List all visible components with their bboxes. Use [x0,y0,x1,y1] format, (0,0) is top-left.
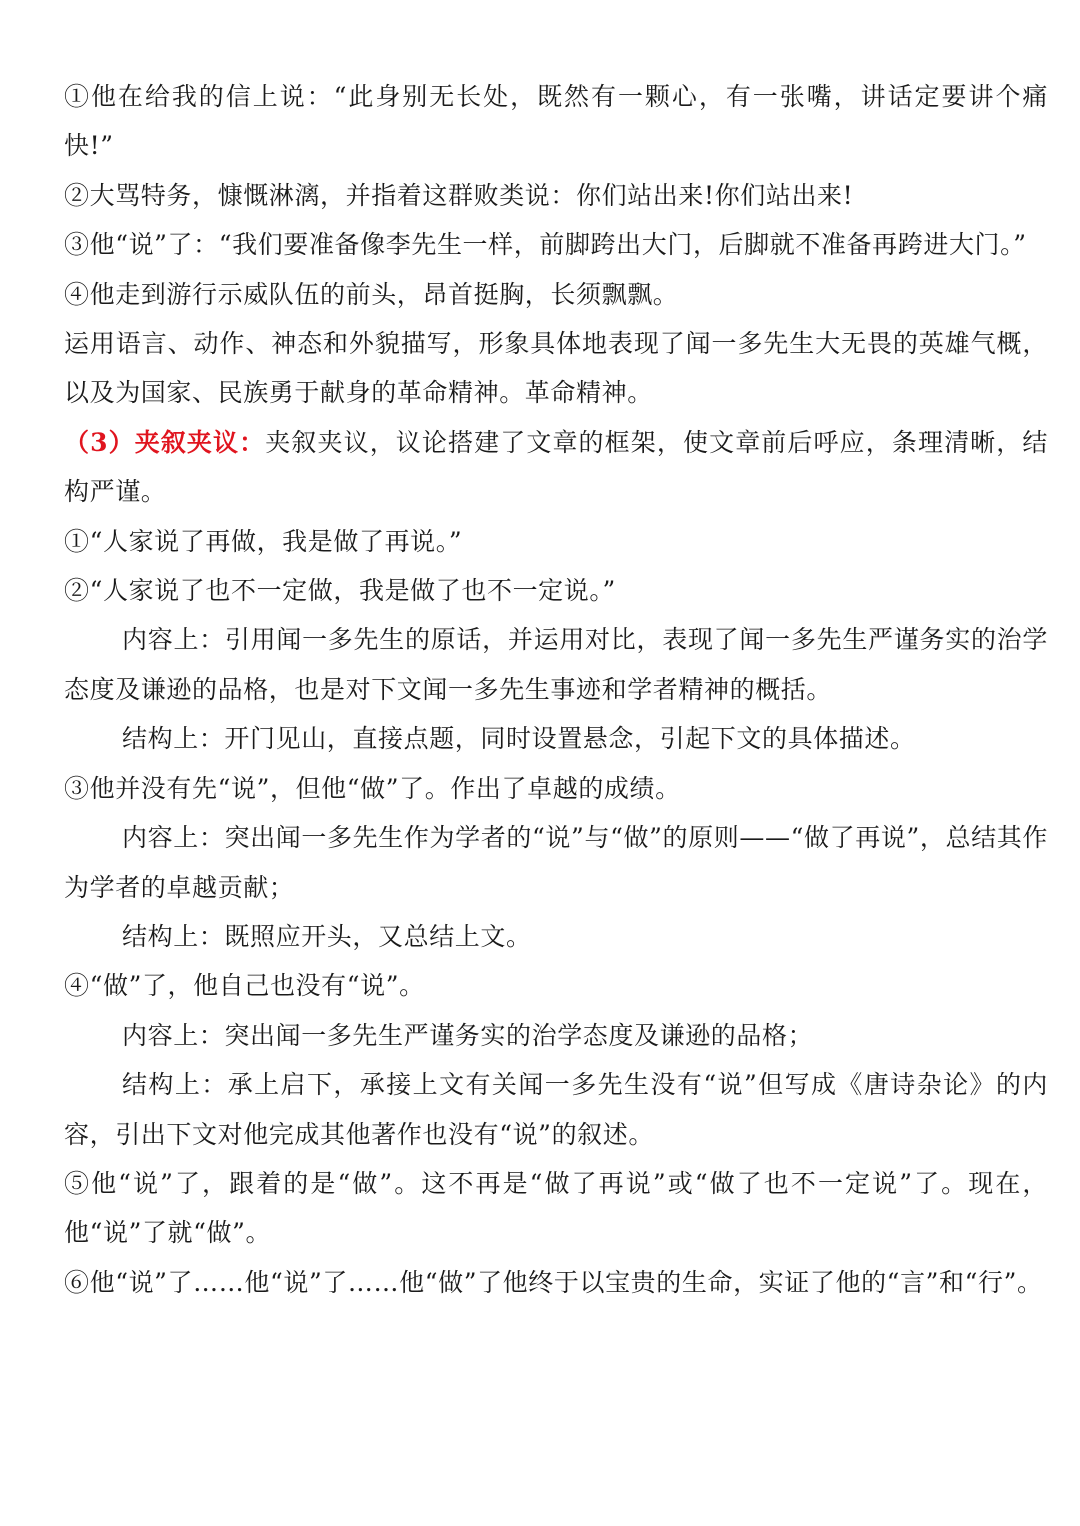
item-quote-2: ②“人家说了也不一定做，我是做了也不一定说。” [64,576,616,606]
item-content-2: 内容上：突出闻一多先生作为学者的“说”与“做”的原则——“做了再说”，总结其作为学者的卓越贡献； [64,823,1048,902]
item-content-3: 内容上：突出闻一多先生严谨务实的治学态度及谦逊的品格； [122,1020,814,1050]
item-structure-3: 结构上：承上启下，承接上文有关闻一多先生没有“说”但写成《唐诗杂论》的内容，引出下文对他完成其他著作也没有“说”的叙述。 [64,1070,1048,1149]
paragraph-quote-1: ①他在给我的信上说：“此身别无长处，既然有一颗心，有一张嘴，讲话定要讲个痛快!” [64,82,1048,161]
item-quote-6: ⑥他“说”了……他“说”了……他“做”了他终于以宝贵的生命，实证了他的“言”和“行”。 [64,1267,1043,1297]
document-page [64,72,1048,1307]
paragraph-analysis: 运用语言、动作、神态和外貌描写，形象具体地表现了闻一多先生大无畏的英雄气概，以及为国家、民族勇于献身的革命精神。革命精神。 [64,329,1048,408]
paragraph-quote-2: ②大骂特务，慷慨淋漓，并指着这群败类说：你们站出来!你们站出来! [64,180,854,210]
section-3-intro: 夹叙夹议，议论搭建了文章的框架，使文章前后呼应，条理清晰，结构严谨。 [64,427,1048,507]
item-quote-4: ④“做”了，他自己也没有“说”。 [64,971,425,1001]
item-structure-2: 结构上：既照应开头，又总结上文。 [122,921,532,951]
item-quote-5: ⑤他“说”了，跟着的是“做”。这不再是“做了再说”或“做了也不一定说”了。现在，他“说”了就“做”。 [64,1168,1048,1248]
item-quote-1: ①“人家说了再做，我是做了再说。” [64,526,463,556]
section-3-paragraph [64,418,1048,517]
paragraph-quote-4: ④他走到游行示威队伍的前头，昂首挺胸，长须飘飘。 [64,279,679,309]
item-quote-3: ③他并没有先“说”，但他“做”了。作出了卓越的成绩。 [64,773,681,803]
item-content-1: 内容上：引用闻一多先生的原话，并运用对比，表现了闻一多先生严谨务实的治学态度及谦逊的品格，也是对下文闻一多先生事迹和学者精神的概括。 [64,625,1048,704]
item-structure-1: 结构上：开门见山，直接点题，同时设置悬念，引起下文的具体描述。 [122,724,916,754]
paragraph-quote-3: ③他“说”了：“我们要准备像李先生一样，前脚跨出大门，后脚就不准备再跨进大门。” [64,230,1027,260]
section-3-heading: （3）夹叙夹议： [64,427,266,457]
